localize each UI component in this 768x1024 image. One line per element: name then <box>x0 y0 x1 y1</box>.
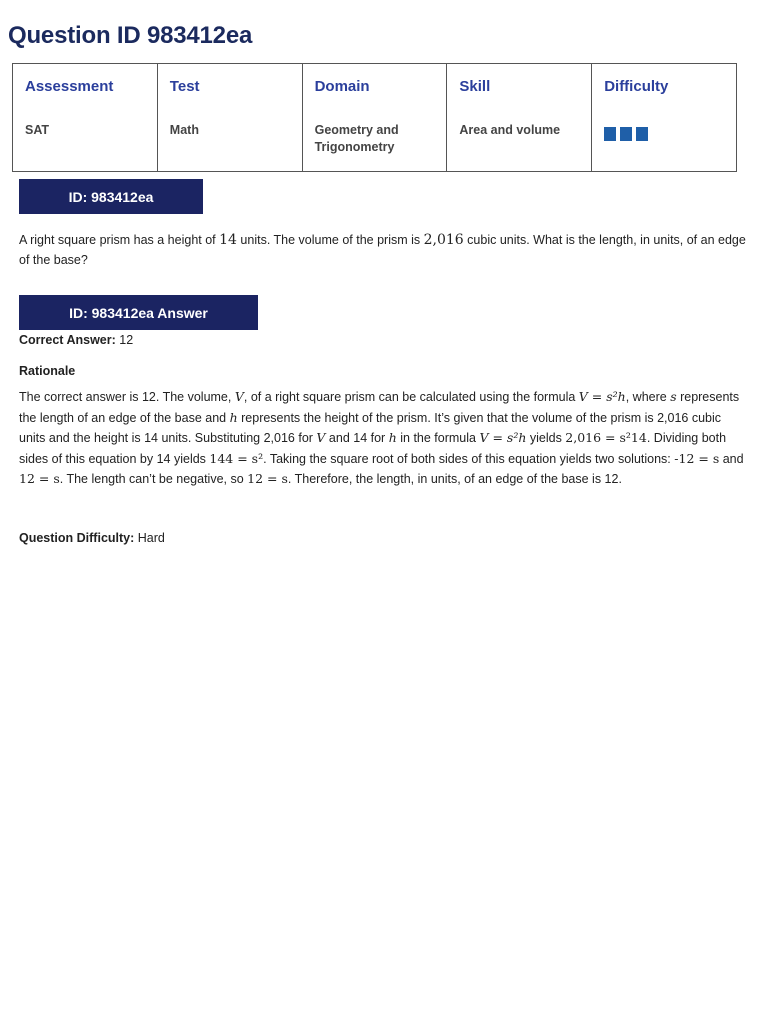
page-title: Question ID 983412ea <box>8 22 253 49</box>
math-var-h: h <box>229 409 238 425</box>
difficulty-bar <box>604 127 616 141</box>
question-difficulty-label: Question Difficulty: <box>19 531 135 545</box>
question-text-part: A right square prism has a height of <box>19 233 220 247</box>
equation: 12 = s <box>247 471 288 486</box>
skill-value: Area and volume <box>447 114 592 172</box>
question-meta-table <box>12 63 737 172</box>
difficulty-header: Difficulty <box>592 64 737 115</box>
correct-answer-value: 12 <box>119 333 134 347</box>
rationale-part: and 14 for <box>325 431 389 445</box>
rationale-part: represents the length of an edge of the base and <box>19 390 740 425</box>
volume-formula: V = s²h <box>479 430 527 445</box>
equation: 12 = s <box>19 471 60 486</box>
question-text-part: units. The volume of the prism is <box>236 233 424 247</box>
question-text <box>19 230 749 270</box>
equation: -12 = s <box>674 450 720 466</box>
question-difficulty <box>19 531 165 545</box>
question-id-banner: ID: 983412ea <box>19 179 203 214</box>
rationale-part: . The length can’t be negative, so <box>59 472 248 486</box>
math-var-h: h <box>388 430 397 445</box>
difficulty-bars-icon <box>604 127 724 141</box>
skill-header: Skill <box>447 64 592 115</box>
rationale-part: represents the height of the prism. It’s given that the volume of the prism is 2,016 cubic units and the height is 14 units. Substituting 2,016 for <box>19 410 722 445</box>
volume-formula: V = s²h <box>578 389 626 404</box>
test-value: Math <box>157 114 302 172</box>
assessment-header: Assessment <box>13 64 158 115</box>
assessment-value: SAT <box>13 114 158 172</box>
rationale-text <box>19 387 749 490</box>
meta-value-row <box>13 114 737 172</box>
rationale-part: . Therefore, the length, in units, of an edge of the base is 12. <box>287 472 622 486</box>
rationale-part: and <box>719 451 744 466</box>
equation: 144 = s² <box>209 450 264 466</box>
test-header: Test <box>157 64 302 115</box>
rationale-heading: Rationale <box>19 364 76 378</box>
question-text-part: cubic units. What is the length, in units, of an edge of the base? <box>19 233 746 267</box>
question-difficulty-value: Hard <box>137 531 165 545</box>
rationale-part: yields <box>526 431 566 445</box>
rationale-part: , of a right square prism can be calculated using the formula <box>243 390 579 404</box>
domain-header: Domain <box>302 64 447 115</box>
equation: 2,016 = s²14 <box>565 430 647 445</box>
difficulty-bar <box>636 127 648 141</box>
rationale-part: . Taking the square root of both sides of this equation yields two solutions: <box>263 451 675 466</box>
correct-answer <box>19 333 133 347</box>
rationale-part: , where <box>625 390 671 404</box>
volume-value: 2,016 <box>423 232 464 248</box>
answer-id-banner: ID: 983412ea Answer <box>19 295 258 330</box>
height-value: 14 <box>219 232 237 248</box>
rationale-part: The correct answer is 12. The volume, <box>19 390 235 404</box>
difficulty-bar <box>620 127 632 141</box>
rationale-part: in the formula <box>396 431 480 445</box>
rationale-part: . Dividing both sides of this equation by 14 yields <box>19 431 727 466</box>
domain-value: Geometry and Trigonometry <box>302 114 447 172</box>
math-var-s: s <box>670 389 677 404</box>
meta-header-row <box>13 64 737 115</box>
math-var-v: V <box>316 430 326 445</box>
difficulty-value <box>592 114 737 172</box>
math-var-v: V <box>234 389 244 404</box>
correct-answer-label: Correct Answer: <box>19 333 116 347</box>
